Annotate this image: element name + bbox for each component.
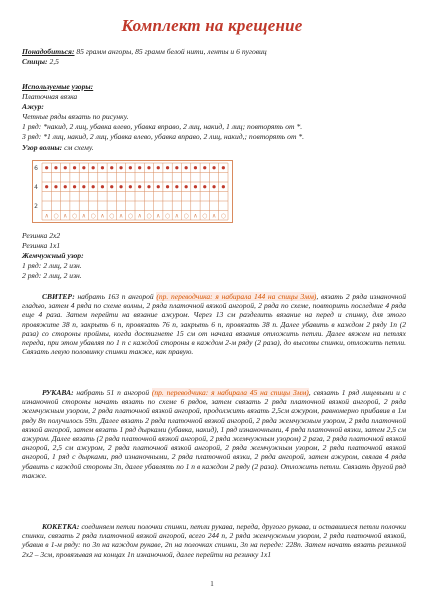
wave-label: Узор волны: — [22, 143, 63, 152]
chart-dot — [175, 166, 178, 169]
chart-dot — [82, 166, 85, 169]
lace-heading: Ажур: — [22, 102, 44, 111]
chart-dot — [101, 166, 104, 169]
needed-label: Понадобиться: — [22, 47, 75, 56]
wave-chart — [32, 160, 233, 223]
sleeve-lead: набрать 51 п ангорой — [73, 388, 152, 397]
chart-symbol: ○ — [71, 212, 78, 220]
sweater-body: , вязать 2 ряда изнаночной гладью, затем 4 ряда по схеме волны, 2 ряда платочной вязкой ангорой, 2 ряда по схеме, повторить последние 4 ряда еще 4 раза. Затем перейти на вязание ажуром. Через 13 см разделить вязание на перед и спинку, для этого провяжите 38 п, закрыть 6 п, провязать 76 п, закрыть 6 п, провязать 38 п. Далее убавить в каждом 2 ряду 1п (2 раза) со стороны проймы, когда достигнете 15 см от начала вязания отложить петли. Далее вяжем на петлях переда, при этом убавляя по 1 п с каждой стороны в каждом 2-м ряду (2 раза), до высоты спинки, отложить петли. Связать левую половинку спинки также, как правую. — [22, 292, 407, 357]
chart-dot — [45, 185, 48, 188]
page-title: Комплект на крещение — [121, 16, 303, 35]
chart-dot — [194, 166, 197, 169]
chart-symbol: ∧ — [100, 212, 105, 220]
needles-text: 2,5 — [47, 57, 59, 66]
chart-symbol: ∧ — [44, 212, 49, 220]
wave-line — [22, 144, 406, 153]
chart-symbol: ○ — [53, 212, 59, 220]
chart-symbol: ∧ — [118, 212, 124, 220]
chart-dot — [222, 185, 225, 188]
chart-dot — [92, 185, 95, 188]
chart-symbol: ∧ — [193, 212, 198, 220]
chart-symbol: ○ — [109, 212, 115, 220]
chart-dot — [129, 185, 132, 188]
chart-symbol: ○ — [183, 212, 189, 220]
yoke-section — [22, 522, 406, 559]
sleeve-section — [22, 388, 406, 480]
chart-symbol: ∧ — [156, 212, 161, 220]
chart-dot — [82, 185, 85, 188]
chart-dot — [166, 166, 169, 169]
chart-symbol: ∧ — [174, 212, 180, 220]
chart-row-numbers — [34, 165, 38, 210]
sweater-lead: набрать 163 п ангорой — [74, 292, 157, 301]
chart-dot — [147, 185, 150, 188]
chart-dot — [54, 166, 57, 169]
rib-1x1: Резинка 1х1 — [22, 241, 61, 250]
chart-dot — [185, 185, 188, 188]
pearl-row-2: 2 ряд: 2 лиц, 2 изн. — [22, 271, 82, 280]
chart-dot — [212, 166, 215, 169]
chart-symbol: ∧ — [81, 212, 87, 220]
chart-dot — [129, 166, 132, 169]
chart-dot — [175, 185, 178, 188]
chart-dot — [147, 166, 150, 169]
chart-dot — [212, 185, 215, 188]
sweater-label: СВИТЕР: — [42, 292, 75, 301]
chart-dot — [110, 185, 113, 188]
chart-dot — [92, 166, 95, 169]
lace-row-1: 1 ряд: *накид, 2 лиц, убавка влево, убавка вправо, 2 лиц, накид, 1 лиц; повторять от *. — [22, 122, 303, 131]
chart-dot — [157, 185, 160, 188]
sweater-section — [22, 292, 406, 356]
chart-dot — [203, 166, 206, 169]
chart-dot — [203, 185, 206, 188]
chart-dot — [45, 166, 48, 169]
pearl-heading: Жемчужный узор: — [22, 251, 84, 260]
chart-row-number: 4 — [34, 184, 38, 192]
sweater-note: (пр. переводчика: я набирала 144 на спицы 3мм) — [156, 292, 317, 301]
needles-line — [22, 58, 406, 67]
chart-symbol: ∧ — [63, 212, 68, 220]
lace-row-3: 3 ряд: *1 лиц, накид, 2 лиц, убавка влево, убавка вправо, 2 лиц, накид,; повторять от *. — [22, 132, 305, 141]
pearl-row-1: 1 ряд: 2 лиц, 2 изн. — [22, 261, 82, 270]
chart-dot — [185, 166, 188, 169]
chart-dot — [222, 166, 225, 169]
rib-2x2: Резинка 2х2 — [22, 231, 61, 240]
chart-dot — [54, 185, 57, 188]
chart-symbol: ○ — [202, 212, 208, 220]
yoke-label: КОКЕТКА: — [42, 522, 80, 531]
chart-dot — [194, 185, 197, 188]
chart-symbol: ○ — [127, 212, 133, 220]
needed-text: 85 грамм ангоры, 85 грамм белой нити, ленты и 6 пуговиц — [74, 47, 267, 56]
chart-dot — [119, 166, 122, 169]
chart-symbol: ∧ — [211, 212, 217, 220]
chart-dot — [119, 185, 122, 188]
chart-dot — [73, 166, 76, 169]
chart-dot — [101, 185, 104, 188]
chart-dot — [64, 166, 67, 169]
chart-symbol: ○ — [90, 212, 96, 220]
sleeve-note: (пр. переводчика: я набирала 45 на спицы 3мм) — [151, 388, 309, 397]
needles-label: Спицы: — [22, 57, 48, 66]
yoke-body: соединяем петли полочки спинки, петли рукава, переда, другого рукава, и оставшиеся петли полочки спинки, связать 2 ряда платочной вязкой ангорой, всего 244 п, 2 ряда жемчужным узором, 2 ряда платочной вязкой, убавив в 1-м ряду: по 3п на каждом рукаве, 2п на полочках спинки, 3п на переде: 228п. Затем начать вязать резинкой 2х2 – 3см, провязывая на концах 1п изнаночной, далее перейти на резинку 1х1 — [22, 522, 406, 559]
chart-row-number: 6 — [34, 165, 38, 173]
chart-symbol: ∧ — [137, 212, 142, 220]
chart-symbol: ○ — [220, 212, 226, 220]
patterns-heading: Используемые узоры: — [22, 82, 94, 91]
materials-line — [22, 48, 406, 57]
sleeve-label: РУКАВА: — [42, 388, 74, 397]
chart-symbol: ○ — [146, 212, 152, 220]
chart-dot — [110, 166, 113, 169]
garter-stitch: Платочная вязка — [22, 92, 78, 101]
page-number: 1 — [210, 580, 214, 588]
chart-row-number: 2 — [34, 203, 38, 211]
chart-dot — [138, 185, 141, 188]
chart-grid — [42, 163, 228, 220]
chart-dot — [64, 185, 67, 188]
sleeve-body: , связать 1 ряд лицевыми и с изнаночной стороны начать вязать по схеме 6 рядов, затем связать 2 ряда платочной вязкой ангорой, 2 ряда жемчужным узором, 2 ряда платочной вязкой ангорой, продолжить вязать 2,5см ажуром, равномерно прибавив в 1м ряду 8п получилось 59п. Далее вязать 2 ряда платочной вязкой ангорой, 2 ряда жемчужным узором, 2 ряда платочной вязкой ангорой, затем вязать 1 ряд дырками (убавка, накид), 1 ряд изнаночными, 4 ряда платочной вязки, затем 2,5 см ажуром. Далее вязать (2 ряда платочной вязкой ангорой, 2 ряда жемчужным узором) 2 раза, 2 ряда платочной вязкой ангорой, 2,5 см ажуром, 2 ряда платочной вязкой ангорой, 2 ряда жемчужным узором, 2 ряда платочной вязкой ангорой, 1 ряд с дырками, ряд изнаночными, 2 ряда платочной вязки, 2 ряда ангорой, затем ажуром, свялав 4 ряда убавить с каждой стороны 3п, далее убавлять по 1 п в каждом 2 ряду (2 раза). Отложить петли. Связать другой ряд также. — [22, 388, 406, 480]
chart-symbol: ○ — [164, 212, 171, 220]
lace-even-rows: Четные ряды вязать по рисунку. — [22, 112, 129, 121]
wave-text: см схему. — [62, 143, 94, 152]
chart-dot — [157, 166, 160, 169]
chart-dot — [166, 185, 169, 188]
chart-dot — [73, 185, 76, 188]
chart-dot — [138, 166, 141, 169]
